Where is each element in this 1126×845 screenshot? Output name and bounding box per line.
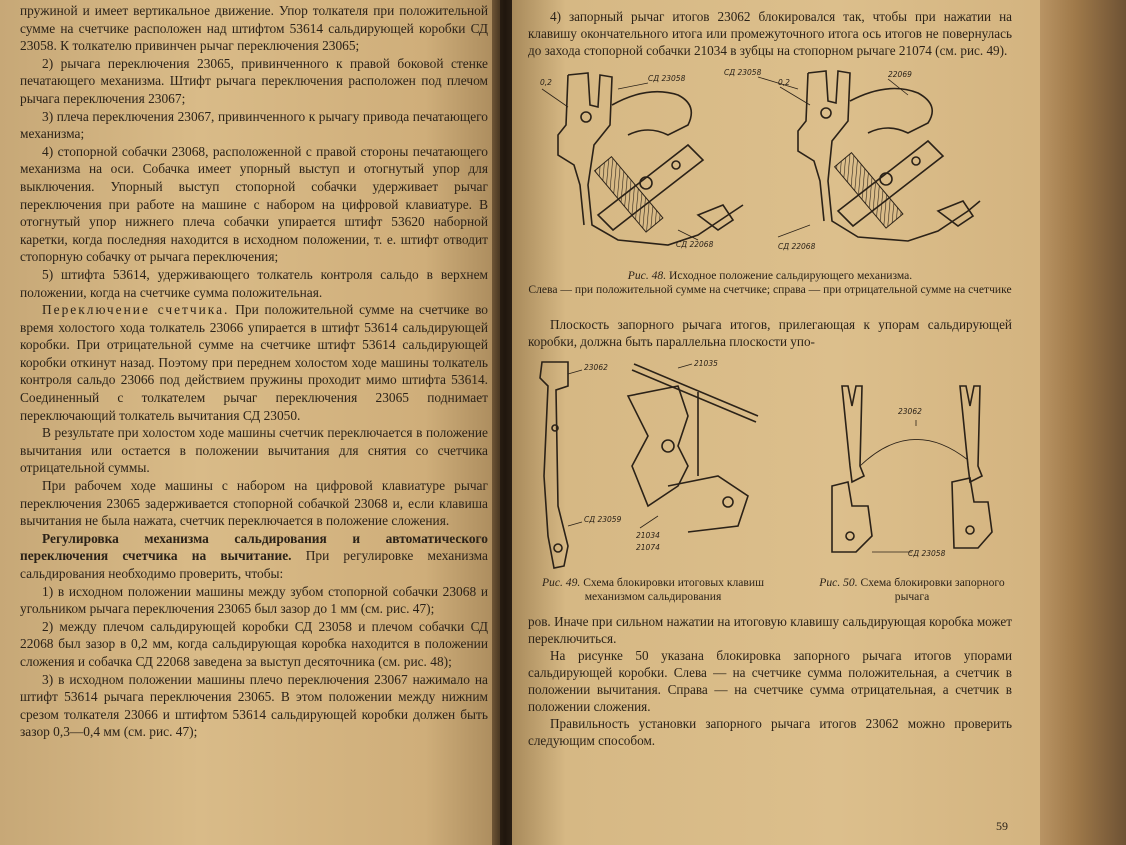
paragraph <box>20 301 488 424</box>
fig50-label-1: 23062 <box>898 407 922 416</box>
paragraph: 4) стопорной собачки 23068, расположенной с правой стороны печатающего механизма на оси. Собачка имеет упорный выступ и отогнутый упор для выключения. Упорный выступ стопорной собачки удерживает рычаг переключения при работе на машине с набором на цифровой клавиатуре. В отогнутый упор нижнего плеча собачки упирается штифт 53620 наборной каретки, когда последняя находится в исходном положении, т. е. штифт отводит стопорную собачку от рычага переключения; <box>20 143 488 265</box>
check-item: 1) в исходном положении машины между зубом стопорной собачки 23068 и угольником рычага переключения 23065 был зазор до 1 мм (см. рис. 47); <box>20 583 488 617</box>
figure-48-drawing <box>528 65 1012 265</box>
caption-label: Рис. 50. <box>819 576 858 589</box>
paragraph: 5) штифта 53614, удерживающего толкатель контроля сальдо в верхнем положении, когда на счетчике сумма положительная. <box>20 266 488 300</box>
page-number: 59 <box>996 819 1008 833</box>
label-gap-right: 0,2 <box>778 78 790 87</box>
section-text: При положительной сумме на счетчике во время холостого хода толкатель 23066 упирается в штифт 53614 сальдирующей коробки. При отрицательной сумме на счетчике штифт 53614 сальдирующей коробки откинут назад. Поэтому при переднем холостом ходе машины толкатель контроля сальдо 23066 под действием пружины проходит мимо штифта 53614. Соединенный с толкателем рычаг переключения 23065 поднимает переключающий толкатель вычитания СД 23050. <box>20 302 488 423</box>
label-pawl-right: СД 22068 <box>778 242 816 251</box>
figure-49-caption <box>528 576 778 603</box>
paragraph: В результате при холостом ходе машины счетчик переключается в положение вычитания или остается в положении вычитания для снятия со счетчика отрицательной суммы. <box>20 425 488 476</box>
paragraph: 4) запорный рычаг итогов 23062 блокировался так, чтобы при нажатии на клавишу окончательного итога или промежуточного итога ось итогов не повернулась до захода стопорной собачки 21034 в зубцы на стопорном рычаге 21074 (см. рис. 49). <box>528 9 1012 58</box>
left-page <box>0 0 500 845</box>
caption-text: Слева — при положительной сумме на счетчике; справа — при отрицательной сумме на счетчике <box>528 282 1012 296</box>
fig50-label-2: СД 23058 <box>908 549 946 558</box>
paragraph: 3) плеча переключения 23067, привинченного к рычагу привода печатающего механизма; <box>20 108 488 142</box>
fig49-label-3: СД 23059 <box>584 515 622 524</box>
caption-text: Схема блокировки итоговых клавиш механизмом сальдирования <box>583 576 765 603</box>
figure-49 <box>528 356 778 603</box>
figure-50 <box>812 356 1012 603</box>
check-item: 3) в исходном положении машины плечо переключения 23067 нажимало на штифт 53614 рычага переключения 23065. В этом положении между нижним срезом толкателя 23066 и штифтом 53614 сальдирующей коробки должен быть зазор 0,3—0,4 мм (см. рис. 47); <box>20 671 488 740</box>
label-box-right: СД 23058 <box>724 68 762 77</box>
figure-50-caption <box>812 576 1012 603</box>
paragraph: На рисунке 50 указана блокировка запорного рычага итогов упорами сальдирующей коробки. Слева — на счетчике сумма положительная, а счетчик в положении вычитания. Справа — на счетчике сумма отрицательная, а счетчик в положении сложения. <box>528 648 1012 714</box>
paragraph: ров. Иначе при сильном нажатии на итоговую клавишу сальдирующая коробка может переключиться. <box>528 614 1012 646</box>
paragraph: пружиной и имеет вертикальное движение. Упор толкателя при положительной сумме на счетчике расположен над штифтом 53614 сальдирующей коробки СД 23058. К толкателю привинчен рычаг переключения 23065; <box>20 3 488 54</box>
label-box-left: СД 23058 <box>648 74 686 83</box>
mechanism-right <box>758 71 980 241</box>
paragraph: Плоскость запорного рычага итогов, прилегающая к упорам сальдирующей коробки, должна быть параллельна плоскости упо- <box>528 317 1012 349</box>
label-part-right: 22069 <box>888 70 912 79</box>
figure-48 <box>528 65 1012 296</box>
right-page <box>512 0 1052 845</box>
check-item: 2) между плечом сальдирующей коробки СД 23058 и плечом собачки СД 22068 был зазор в 0,2 мм, когда сальдирующая коробка находится в положении сложения и собачка СД 22068 заведена за выступ десяточника (см. рис. 48); <box>20 618 488 669</box>
section-heading: Переключение счетчика. <box>42 302 230 318</box>
paragraph: При рабочем ходе машины с набором на цифровой клавиатуре рычаг переключения 23065 задерживается стопорной собачкой 23068 и, если клавиша вычитания не была нажата, счетчик переключается в положение сложения. <box>20 478 488 529</box>
page-edges <box>1040 0 1126 845</box>
caption-title: Исходное положение сальдирующего механизма. <box>669 269 913 282</box>
label-gap-left: 0,2 <box>540 78 552 87</box>
paragraph <box>20 530 488 583</box>
fig49-label-5: 21074 <box>636 543 660 552</box>
caption-text: Схема блокировки запорного рычага <box>860 576 1005 603</box>
fig49-label-4: 21034 <box>636 531 660 540</box>
figures-49-50 <box>528 356 1012 603</box>
figure-50-labels <box>812 356 1012 576</box>
paragraph: 2) рычага переключения 23065, привинченного к правой боковой стенке печатающего механизма. Штифт рычага переключения расположен под плечом рычага переключения 23067; <box>20 55 488 106</box>
figure-48-caption <box>528 269 1012 296</box>
fig49-label-2: 21035 <box>694 359 718 368</box>
mechanism-left <box>542 73 743 245</box>
regulation-text: При регулировке механизма сальдирования необходимо проверить, чтобы: <box>20 548 488 581</box>
caption-label: Рис. 49. <box>541 576 581 589</box>
paragraph: Правильность установки запорного рычага итогов 23062 можно проверить следующим способом. <box>528 716 1012 748</box>
fig49-label-1: 23062 <box>584 363 608 372</box>
caption-label: Рис. 48. <box>627 269 667 282</box>
figure-49-labels <box>528 356 778 576</box>
regulation-heading: Регулировка механизма сальдирования и автоматического переключения счетчика на вычитание. <box>20 530 488 564</box>
label-pawl-left: СД 22068 <box>676 240 714 249</box>
